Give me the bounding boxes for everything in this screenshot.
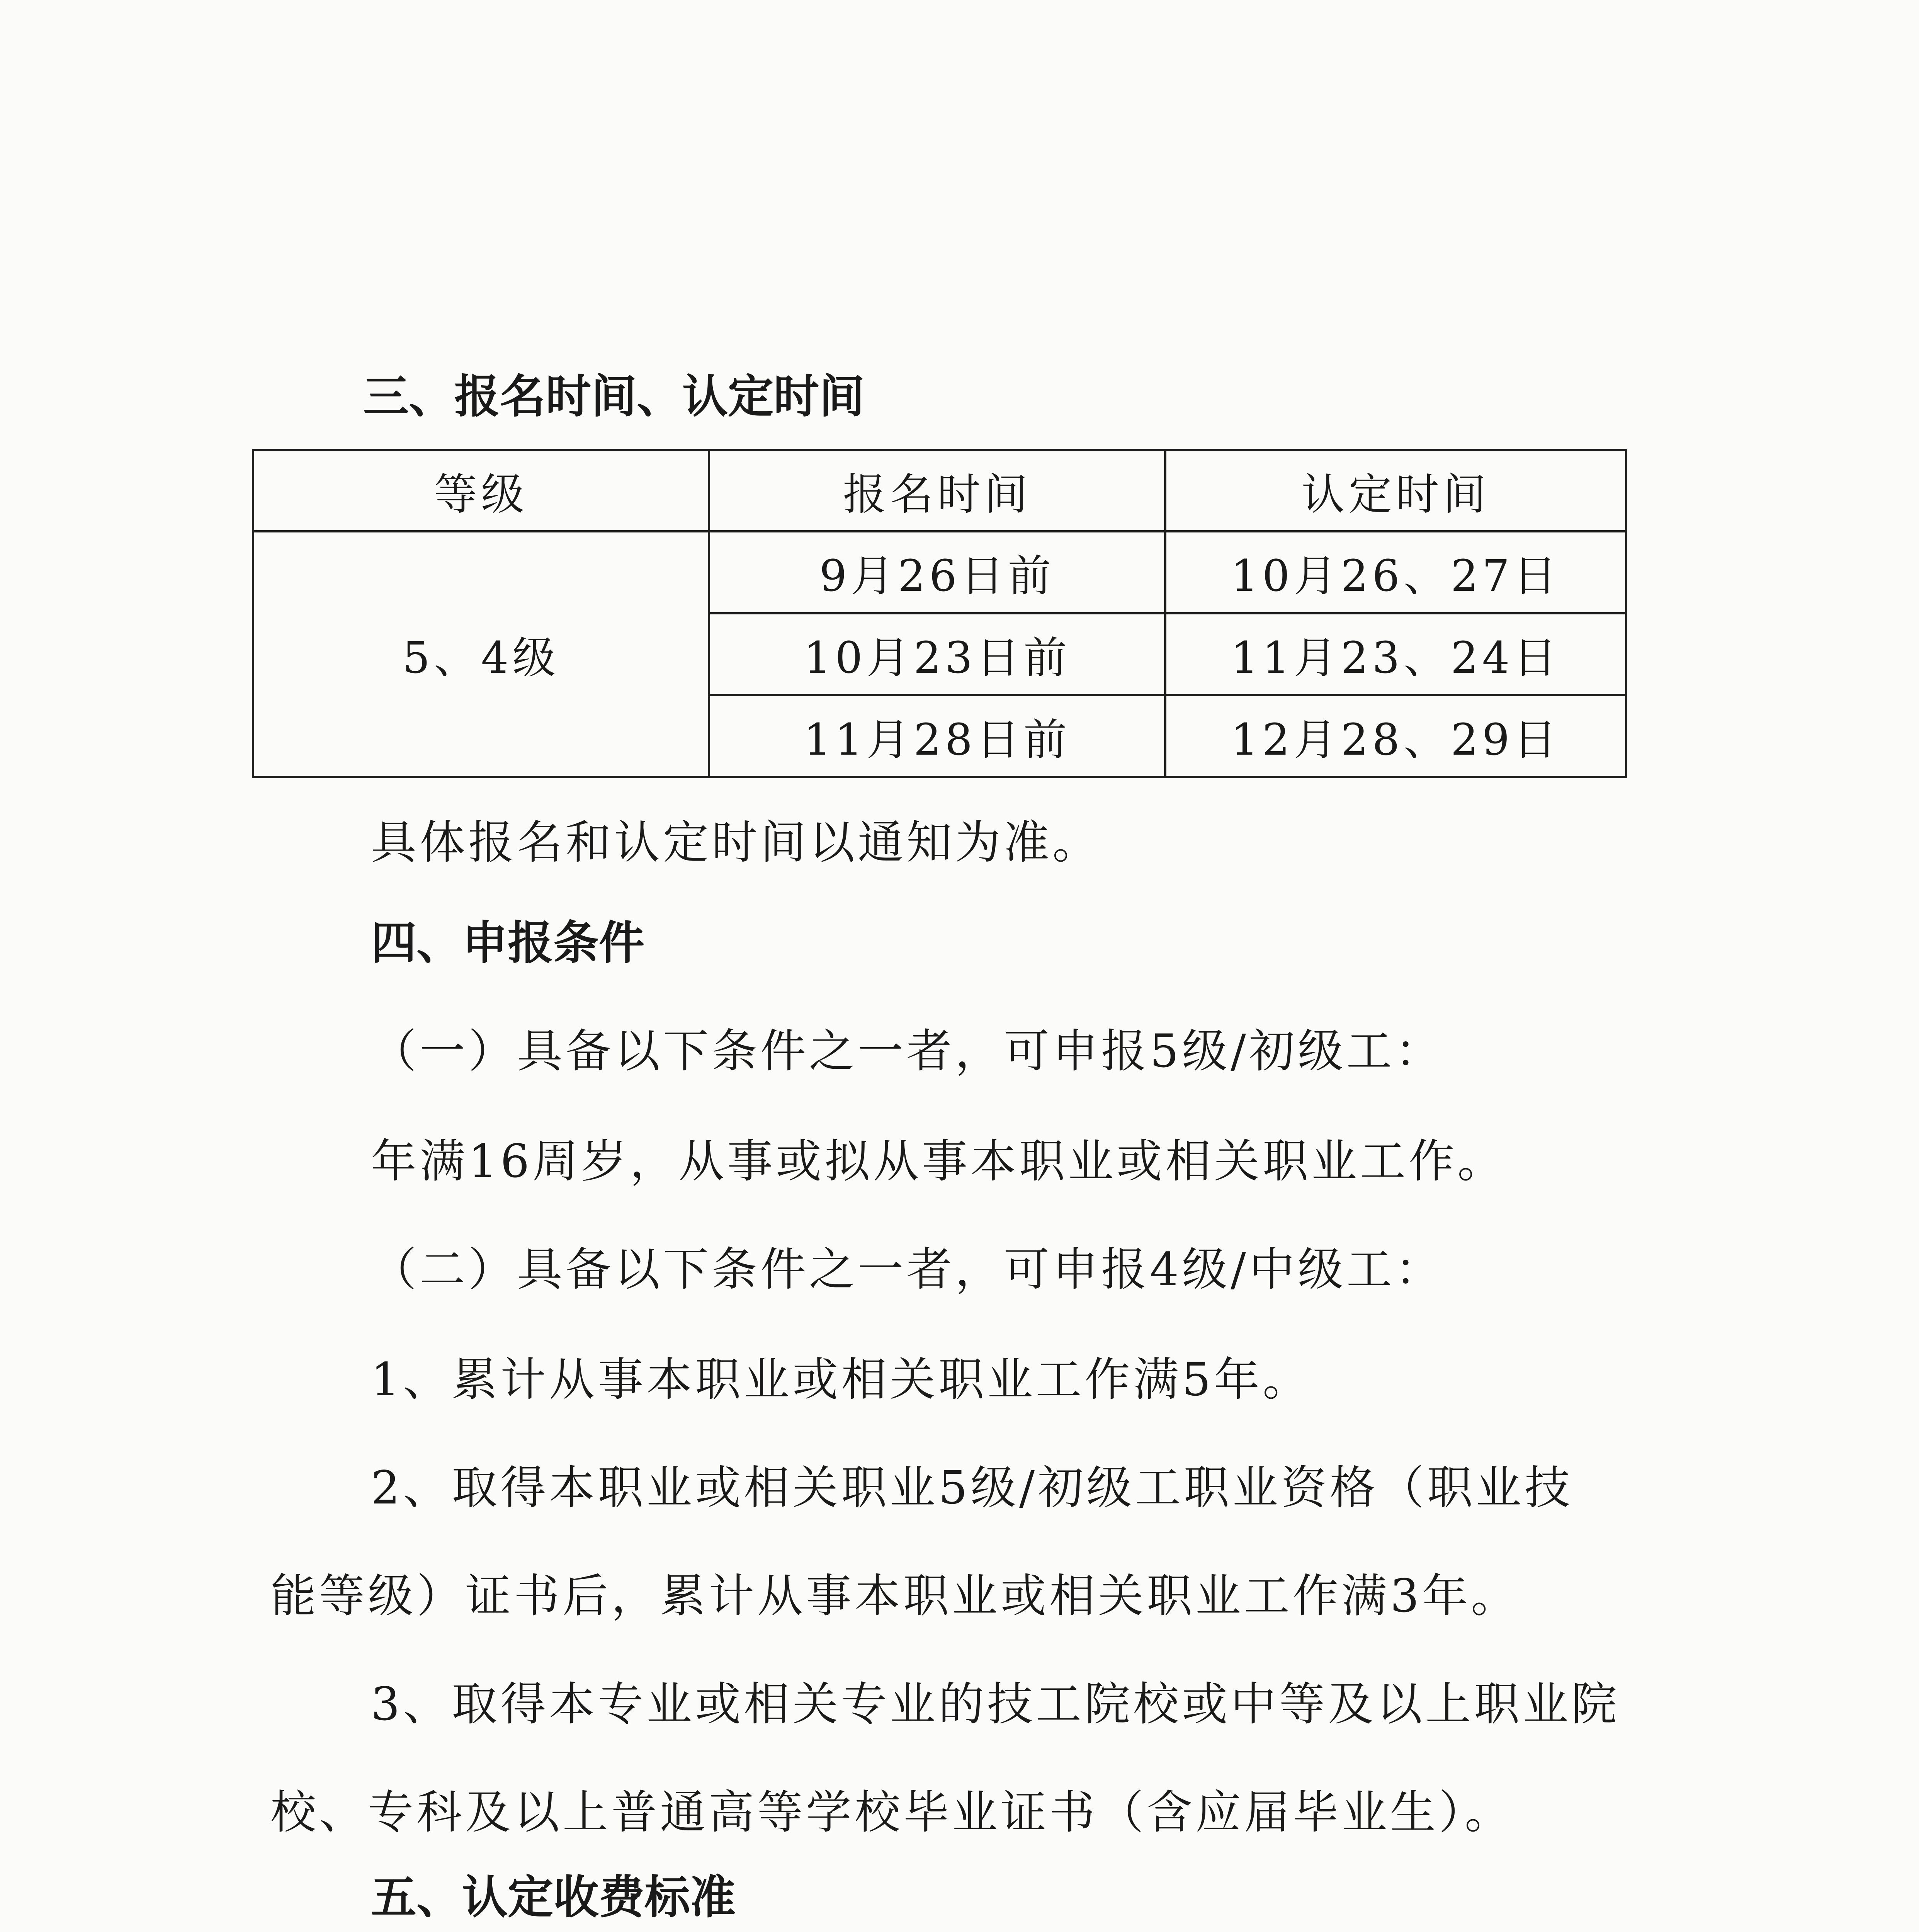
schedule-header-level: 等级 <box>253 450 709 531</box>
schedule-exam-cell: 11月23、24日 <box>1165 613 1626 695</box>
schedule-row <box>253 531 1626 613</box>
section5-heading: 五、认定收费标准 <box>371 1871 736 1924</box>
schedule-exam-cell: 12月28、29日 <box>1165 695 1626 777</box>
schedule-header-exam: 认定时间 <box>1165 450 1626 531</box>
schedule-header-row <box>253 450 1626 531</box>
section4-heading: 四、申报条件 <box>371 916 645 969</box>
schedule-signup-cell: 9月26日前 <box>709 531 1165 613</box>
condition-item: 1、累计从事本职业或相关职业工作满5年。 <box>371 1353 1312 1406</box>
schedule-signup-cell: 11月28日前 <box>709 695 1165 777</box>
schedule-header-signup: 报名时间 <box>709 450 1165 531</box>
condition-item: 年满16周岁，从事或拟从事本职业或相关职业工作。 <box>371 1134 1506 1188</box>
condition-subheading-2: （二）具备以下条件之一者，可申报4级/中级工： <box>371 1243 1444 1296</box>
schedule-level-cell: 5、4级 <box>253 531 709 777</box>
condition-item-continued: 能等级）证书后，累计从事本职业或相关职业工作满3年。 <box>270 1569 1520 1622</box>
section3-heading: 三、报名时间、认定时间 <box>363 370 865 423</box>
schedule-table <box>252 449 1627 778</box>
condition-item: 3、取得本专业或相关专业的技工院校或中等及以上职业院 <box>371 1677 1620 1731</box>
schedule-exam-cell: 10月26、27日 <box>1165 531 1626 613</box>
condition-subheading-1: （一）具备以下条件之一者，可申报5级/初级工： <box>371 1024 1444 1078</box>
condition-item: 2、取得本职业或相关职业5级/初级工职业资格（职业技 <box>371 1461 1573 1514</box>
schedule-signup-cell: 10月23日前 <box>709 613 1165 695</box>
condition-item-continued: 校、专科及以上普通高等学校毕业证书（含应届毕业生）。 <box>270 1786 1514 1839</box>
schedule-note: 具体报名和认定时间以通知为准。 <box>371 816 1101 869</box>
